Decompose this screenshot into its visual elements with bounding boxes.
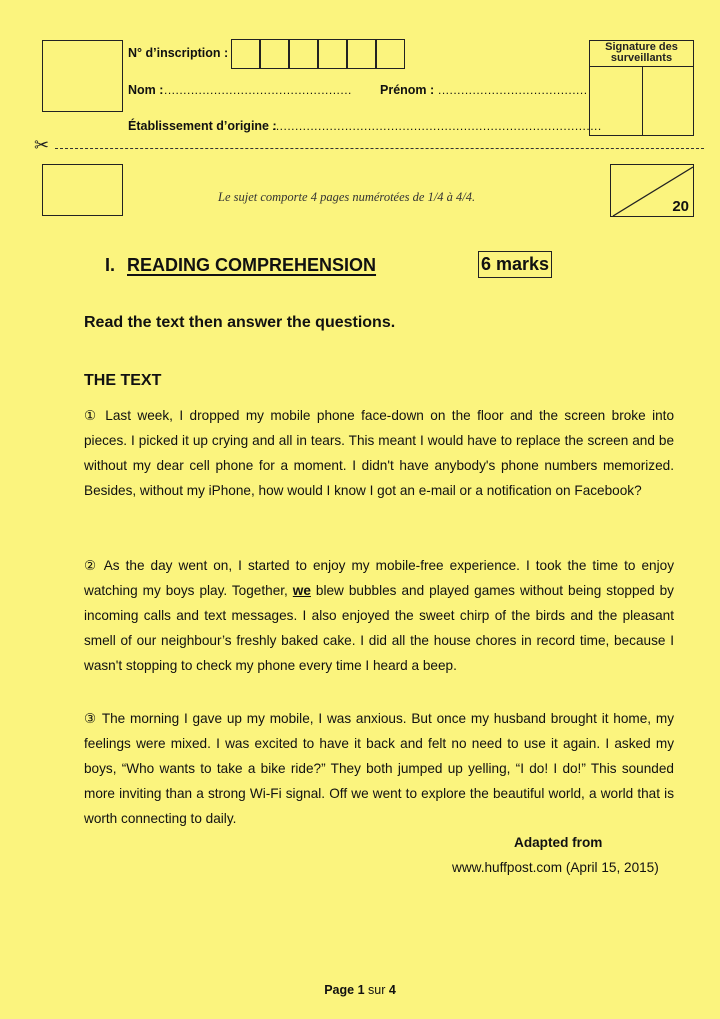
digit-cell[interactable] <box>260 39 289 69</box>
firstname-label: Prénom : <box>380 83 435 97</box>
text-heading: THE TEXT <box>84 372 162 389</box>
photo-box <box>42 40 123 112</box>
registration-label: N° d’inscription : <box>128 46 229 60</box>
score-box <box>610 164 694 217</box>
paragraph-text: Last week, I dropped my mobile phone face-down on the floor and the screen broke into pieces. I picked it up crying and all in tears. This meant I would have to replace the screen and be without my dear cell phone for a moment. I didn't have anybody's phone numbers memorized. Besides, without my iPhone, how would I know I got an e-mail or a notification on Facebook? <box>84 408 675 498</box>
school-field[interactable]: ...................................................................................... <box>272 119 602 133</box>
digit-cell[interactable] <box>347 39 376 69</box>
paragraph-2 <box>84 553 674 678</box>
exam-note: Le sujet comporte 4 pages numérotées de 1/4 à 4/4. <box>218 190 476 204</box>
signature-divider <box>642 67 643 135</box>
scissors-icon: ✂ <box>34 135 50 155</box>
cut-line <box>55 148 704 149</box>
paragraph-text: As the day went on, I started to enjoy my mobile-free experience. I took the time to enjoy watching my boys play. Together, <box>84 558 674 598</box>
highlighted-word: we <box>292 583 311 598</box>
page-number: 1 <box>357 983 365 997</box>
paragraph-text: blew bubbles and played games without being stopped by incoming calls and text messages. I also enjoyed the sweet chirp of the birds and the pleasant smell of our neighbour’s freshly baked cake. I did all the house chores in record time, because I wasn't stopping to check my phone every time I heard a beep. <box>84 583 674 673</box>
page-footer <box>0 983 720 997</box>
adapted-from: Adapted from <box>514 835 603 850</box>
section-title: READING COMPREHENSION <box>127 255 377 275</box>
registration-number-cells[interactable] <box>231 39 406 69</box>
name-field[interactable]: ................................................. <box>164 83 352 97</box>
instruction: Read the text then answer the questions. <box>84 314 396 331</box>
paragraph-marker: ② <box>84 558 99 573</box>
digit-cell[interactable] <box>376 39 405 69</box>
signature-box <box>589 40 694 136</box>
marks-badge: 6 marks <box>478 251 552 278</box>
paragraph-text: The morning I gave up my mobile, I was anxious. But once my husband brought it home, my feelings were mixed. I was excited to have it back and felt no need to use it again. I asked my boys, “Who wants to take a bike ride?” They both jumped up yelling, “I do! I do!” This sounded more inviting than a strong Wi-Fi signal. Off we went to explore the beautiful world, a world that is worth connecting to daily. <box>84 711 675 826</box>
name-label: Nom : <box>128 83 164 97</box>
digit-cell[interactable] <box>318 39 347 69</box>
section-number: I. <box>105 255 116 275</box>
page-total: 4 <box>388 983 396 997</box>
digit-cell[interactable] <box>289 39 318 69</box>
paragraph-1 <box>84 403 674 503</box>
source-reference: www.huffpost.com (April 15, 2015) <box>452 860 659 875</box>
firstname-field[interactable]: ....................................... <box>438 83 588 97</box>
paragraph-marker: ① <box>84 408 99 423</box>
page-prefix: Page <box>324 983 355 997</box>
score-total: 20 <box>672 198 689 215</box>
school-label: Établissement d’origine : <box>128 119 277 133</box>
digit-cell[interactable] <box>231 39 260 69</box>
page-suffix: sur <box>368 983 386 997</box>
code-box <box>42 164 123 216</box>
signature-title: Signature des surveillants <box>590 41 693 67</box>
paragraph-marker: ③ <box>84 711 98 726</box>
paragraph-3 <box>84 706 674 831</box>
